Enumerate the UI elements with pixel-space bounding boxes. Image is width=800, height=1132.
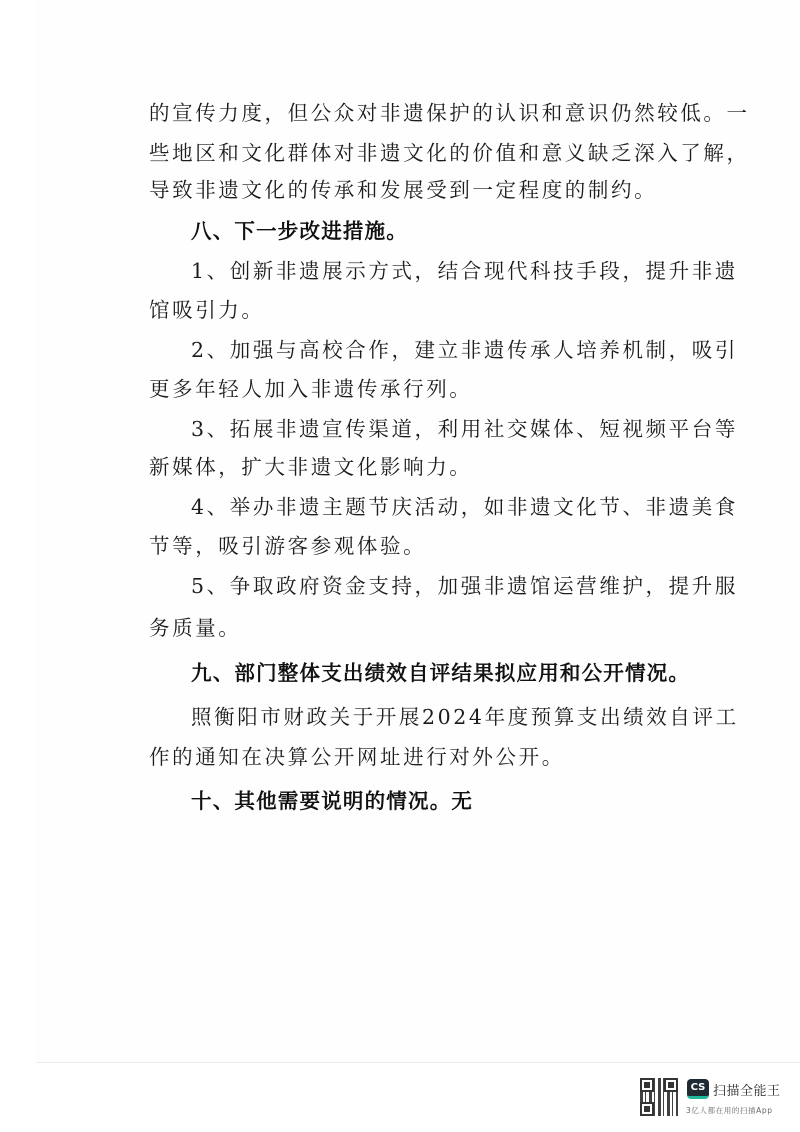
list-item-1: 1、创新非遗展示方式，结合现代科技手段，提升非遗	[191, 259, 738, 283]
paragraph-line: 照衡阳市财政关于开展2024年度预算支出绩效自评工	[191, 705, 739, 729]
list-item-2-cont: 更多年轻人加入非遗传承行列。	[149, 377, 473, 401]
section-heading-8: 八、下一步改进措施。	[191, 219, 408, 243]
paragraph-line: 导致非遗文化的传承和发展受到一定程度的制约。	[149, 178, 658, 202]
list-item-3: 3、拓展非遗宣传渠道，利用社交媒体、短视频平台等	[191, 417, 738, 441]
app-name: 扫描全能王	[713, 1084, 781, 1099]
camscanner-logo-icon: CS	[687, 1079, 709, 1099]
list-item-3-cont: 新媒体，扩大非遗文化影响力。	[149, 455, 473, 479]
list-item-5-cont: 务质量。	[149, 616, 242, 640]
section-heading-9: 九、部门整体支出绩效自评结果拟应用和公开情况。	[191, 661, 691, 685]
paragraph-line: 作的通知在决算公开网址进行对外公开。	[149, 745, 565, 769]
list-item-5: 5、争取政府资金支持，加强非遗馆运营维护，提升服	[191, 574, 738, 598]
camscanner-watermark	[640, 1076, 800, 1126]
paragraph-line: 的宣传力度，但公众对非遗保护的认识和意识仍然较低。一	[149, 101, 750, 125]
paragraph-line: 些地区和文化群体对非遗文化的价值和意义缺乏深入了解，	[149, 141, 750, 165]
list-item-1-cont: 馆吸引力。	[149, 298, 265, 322]
list-item-4-cont: 节等，吸引游客参观体验。	[149, 534, 427, 558]
list-item-2: 2、加强与高校合作，建立非遗传承人培养机制，吸引	[191, 338, 738, 362]
app-tagline: 3亿人都在用的扫描App	[686, 1106, 773, 1115]
list-item-4: 4、举办非遗主题节庆活动，如非遗文化节、非遗美食	[191, 495, 738, 519]
section-heading-10: 十、其他需要说明的情况。无	[191, 789, 474, 813]
qr-code-icon	[640, 1078, 678, 1116]
